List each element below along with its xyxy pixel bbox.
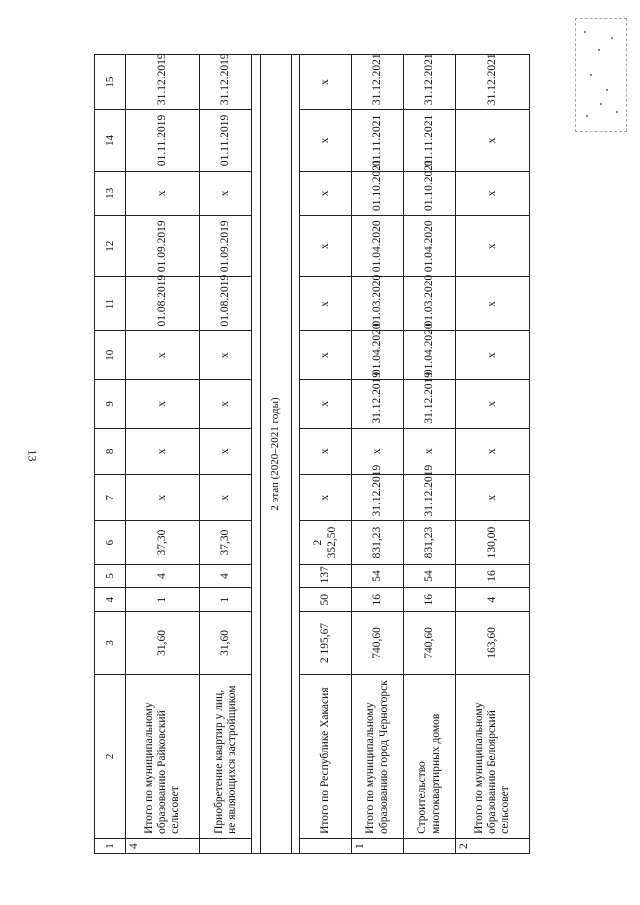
table-cell: x <box>126 380 200 429</box>
row-number: 1 <box>352 838 404 853</box>
header-cell: 12 <box>95 215 126 277</box>
table-cell: 31.12.2019 <box>352 380 404 429</box>
header-cell: 7 <box>95 475 126 521</box>
table-cell: 50 <box>300 588 352 612</box>
table-cell: x <box>456 380 530 429</box>
table-row <box>126 55 200 854</box>
table-cell: x <box>300 171 352 215</box>
row-label: Итого по муниципальному образованию Белоярский сельсовет <box>456 674 530 838</box>
header-row <box>95 55 126 854</box>
table-cell: 31.12.2021 <box>456 55 530 110</box>
spacer-cell <box>291 55 299 854</box>
table-cell: 01.03.2020 <box>352 277 404 331</box>
table-cell: x <box>456 475 530 521</box>
page-number: 13 <box>25 449 40 462</box>
row-number: 2 <box>456 838 530 853</box>
table-row <box>456 55 530 854</box>
header-cell: 14 <box>95 110 126 172</box>
row-number <box>404 838 456 853</box>
stage-title: 2 этап (2020–2021 годы) <box>260 55 291 854</box>
stamp-mark <box>575 18 627 132</box>
table-cell: x <box>126 428 200 474</box>
table-cell: 01.11.2021 <box>352 110 404 172</box>
spacer-cell <box>252 55 260 854</box>
table-cell: 740,60 <box>352 612 404 675</box>
stage1-rows <box>126 55 252 854</box>
table-cell: x <box>200 171 252 215</box>
table-cell: 37,30 <box>200 521 252 564</box>
table-cell: x <box>456 110 530 172</box>
table-cell: x <box>456 428 530 474</box>
header-cell: 6 <box>95 521 126 564</box>
table-cell: 01.03.2020 <box>404 277 456 331</box>
table-cell: 31.12.2021 <box>404 55 456 110</box>
table-cell: 31.12.2019 <box>404 380 456 429</box>
header-cell: 5 <box>95 564 126 588</box>
table-row <box>200 55 252 854</box>
table-cell: 01.11.2021 <box>404 110 456 172</box>
table-cell: 01.09.2019 <box>200 215 252 277</box>
stage2-rows <box>300 55 530 854</box>
table-cell: x <box>200 331 252 380</box>
table-cell: 31.12.2019 <box>352 475 404 521</box>
schedule-table <box>94 54 530 854</box>
table-cell: x <box>200 428 252 474</box>
header-cell: 1 <box>95 838 126 853</box>
stage-row <box>260 55 291 854</box>
table-cell: x <box>300 215 352 277</box>
table-cell: x <box>126 331 200 380</box>
table-cell: 137 <box>300 564 352 588</box>
table-cell: 2 352,50 <box>300 521 352 564</box>
table-row <box>352 55 404 854</box>
table-cell: 01.11.2019 <box>126 110 200 172</box>
table-cell: x <box>126 171 200 215</box>
table-cell: 1 <box>200 588 252 612</box>
header-cell: 8 <box>95 428 126 474</box>
table-cell: 2 195,67 <box>300 612 352 675</box>
table-cell: 01.08.2019 <box>126 277 200 331</box>
table-cell: x <box>200 475 252 521</box>
table-row <box>404 55 456 854</box>
table-cell: 31.12.2019 <box>404 475 456 521</box>
spacer-row <box>252 55 260 854</box>
table-cell: 31,60 <box>126 612 200 675</box>
table-cell: x <box>404 428 456 474</box>
table-cell: x <box>300 380 352 429</box>
header-cell: 10 <box>95 331 126 380</box>
row-label: Строительство многоквартирных домов <box>404 674 456 838</box>
header-cell: 15 <box>95 55 126 110</box>
table-cell: 01.04.2020 <box>404 215 456 277</box>
header-cell: 4 <box>95 588 126 612</box>
table-cell: x <box>456 331 530 380</box>
table-cell: 163,60 <box>456 612 530 675</box>
row-label: Итого по муниципальному образованию Райковский сельсовет <box>126 674 200 838</box>
row-label: Итого по Республике Хакасия <box>300 674 352 838</box>
table-cell: 31.12.2019 <box>200 55 252 110</box>
table-cell: x <box>300 331 352 380</box>
row-number: 4 <box>126 838 200 853</box>
table-cell: x <box>352 428 404 474</box>
table-cell: 01.09.2019 <box>126 215 200 277</box>
table-cell: 31,60 <box>200 612 252 675</box>
table-cell: x <box>456 277 530 331</box>
table-cell: 831,23 <box>352 521 404 564</box>
table-cell: 31.12.2019 <box>126 55 200 110</box>
row-number <box>200 838 252 853</box>
table-cell: 31.12.2021 <box>352 55 404 110</box>
table-cell: 4 <box>126 564 200 588</box>
spacer-row <box>291 55 299 854</box>
table-row <box>300 55 352 854</box>
table-cell: 16 <box>456 564 530 588</box>
table-cell: 130,00 <box>456 521 530 564</box>
row-label: Приобретение квартир у лиц, не являющихся застройщиком <box>200 674 252 838</box>
table-cell: 01.10.2021 <box>404 171 456 215</box>
table-cell: 16 <box>352 588 404 612</box>
table-cell: 01.04.2020 <box>352 331 404 380</box>
table-cell: x <box>300 55 352 110</box>
header-cell: 2 <box>95 674 126 838</box>
row-number <box>300 838 352 853</box>
table-cell: 831,23 <box>404 521 456 564</box>
table-cell: 4 <box>456 588 530 612</box>
row-label: Итого по муниципальному образованию город Черногорск <box>352 674 404 838</box>
header-cell: 9 <box>95 380 126 429</box>
table-cell: x <box>456 171 530 215</box>
table-cell: 740,60 <box>404 612 456 675</box>
table-cell: 01.11.2019 <box>200 110 252 172</box>
rotated-table-wrapper <box>94 54 530 854</box>
table-cell: x <box>200 380 252 429</box>
table-cell: x <box>300 110 352 172</box>
table-cell: 37,30 <box>126 521 200 564</box>
table-cell: 01.10.2021 <box>352 171 404 215</box>
table-cell: 4 <box>200 564 252 588</box>
table-cell: 16 <box>404 588 456 612</box>
table-cell: 01.04.2020 <box>404 331 456 380</box>
table-cell: 01.04.2020 <box>352 215 404 277</box>
header-cell: 11 <box>95 277 126 331</box>
table-cell: 54 <box>404 564 456 588</box>
table-cell: x <box>126 475 200 521</box>
table-cell: x <box>456 215 530 277</box>
header-cell: 3 <box>95 612 126 675</box>
table-cell: 54 <box>352 564 404 588</box>
header-cell: 13 <box>95 171 126 215</box>
table-cell: x <box>300 428 352 474</box>
table-cell: 01.08.2019 <box>200 277 252 331</box>
table-cell: 1 <box>126 588 200 612</box>
table-cell: x <box>300 277 352 331</box>
table-cell: x <box>300 475 352 521</box>
